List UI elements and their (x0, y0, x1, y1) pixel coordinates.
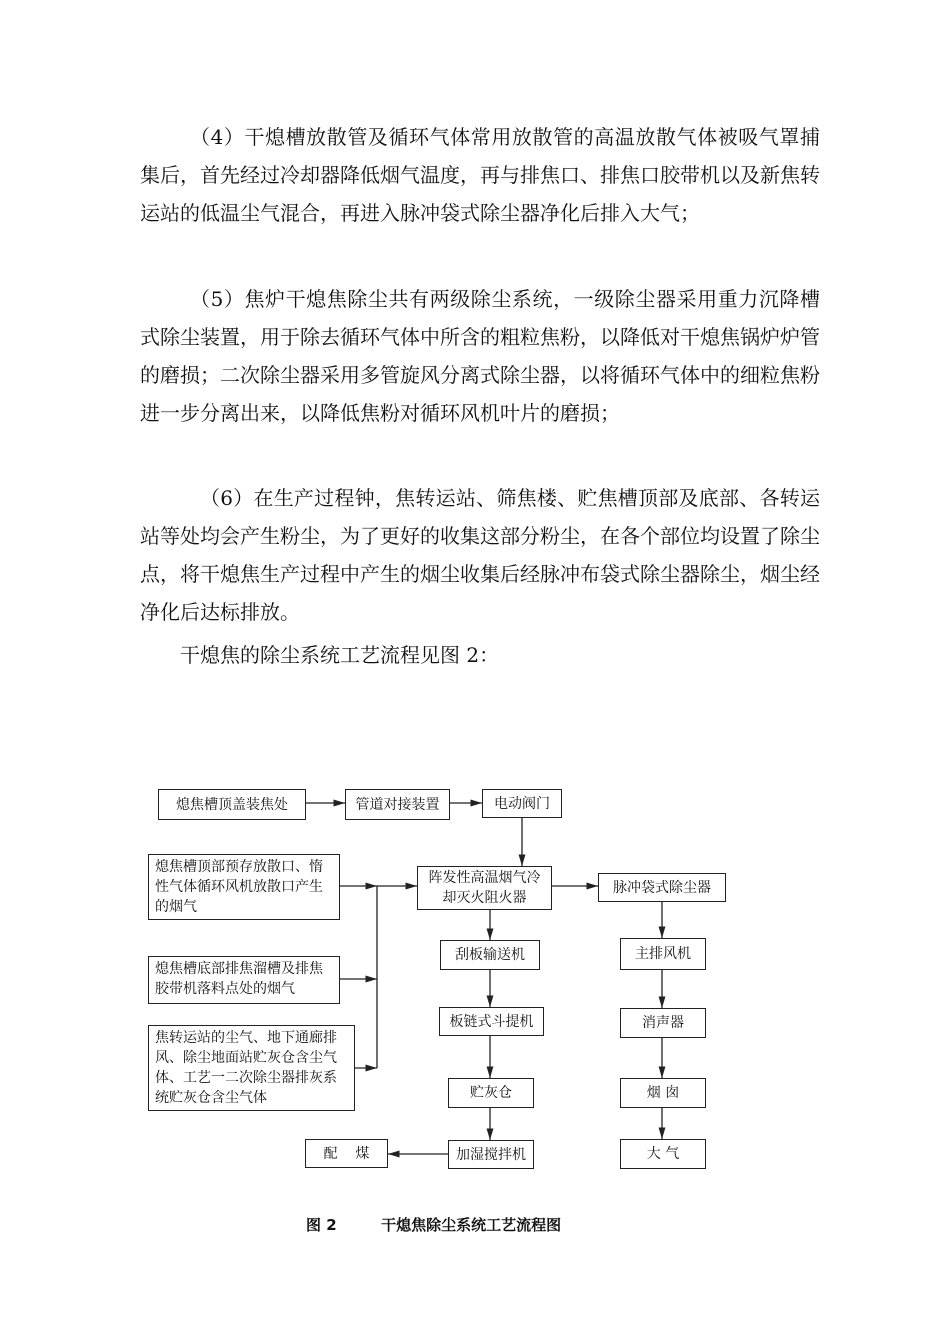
box-bag-filter: 脉冲袋式除尘器 (598, 873, 726, 902)
box-electric-valve: 电动阀门 (482, 789, 562, 818)
figure-title: 干熄焦除尘系统工艺流程图 (381, 1216, 562, 1234)
box-cooler: 阵发性高温烟气冷却灭火阻火器 (417, 866, 552, 910)
box-humidifier: 加湿搅拌机 (448, 1140, 534, 1169)
paragraph-4: （4）干熄槽放散管及循环气体常用放散管的高温放散气体被吸气罩捕集后，首先经过冷却器降低烟气温度，再与排焦口、排焦口胶带机以及新焦转运站的低温尘气混合，再进入脉冲袋式除尘器净化后排入大气； (140, 125, 820, 225)
box-pipe-dock: 管道对接装置 (345, 789, 450, 820)
box-source-2: 熄焦槽顶部预存放散口、惰性气体循环风机放散口产生的烟气 (148, 854, 340, 920)
box-coal-blend: 配 煤 (305, 1139, 388, 1168)
box-bucket: 板链式斗提机 (439, 1007, 544, 1036)
box-source-3: 熄焦槽底部排焦溜槽及排焦胶带机落料点处的烟气 (148, 956, 340, 1004)
box-main-fan: 主排风机 (620, 938, 706, 970)
paragraph-5: （5）焦炉干熄焦除尘共有两级除尘系统，一级除尘器采用重力沉降槽式除尘装置，用于除去循环气体中所含的粗粒焦粉，以降低对干熄焦锅炉炉管的磨损；二次除尘器采用多管旋风分离式除尘器，以将循环气体中的细粒焦粉进一步分离出来，以降低焦粉对循环风机叶片的磨损； (140, 287, 820, 425)
box-ash-bin: 贮灰仓 (448, 1078, 534, 1108)
box-chimney: 烟 囱 (620, 1078, 706, 1108)
figure-number: 图 2 (306, 1216, 337, 1234)
box-top-source: 熄焦槽顶盖装焦处 (158, 789, 306, 820)
figure-caption (306, 1214, 561, 1235)
box-silencer: 消声器 (620, 1008, 706, 1038)
box-source-4: 焦转运站的尘气、地下通廊排风、除尘地面站贮灰仓含尘气体、工艺一二次除尘器排灰系统贮灰仓含尘气体 (148, 1025, 355, 1111)
box-atmosphere: 大 气 (620, 1139, 706, 1169)
flow-intro: 干熄焦的除尘系统工艺流程见图 2： (180, 643, 500, 667)
box-scraper: 刮板输送机 (440, 940, 540, 970)
paragraph-6: （6）在生产过程钟，焦转运站、筛焦楼、贮焦槽顶部及底部、各转运站等处均会产生粉尘，为了更好的收集这部分粉尘，在各个部位均设置了除尘点，将干熄焦生产过程中产生的烟尘收集后经脉冲布袋式除尘器除尘，烟尘经净化后达标排放。 (140, 486, 820, 624)
